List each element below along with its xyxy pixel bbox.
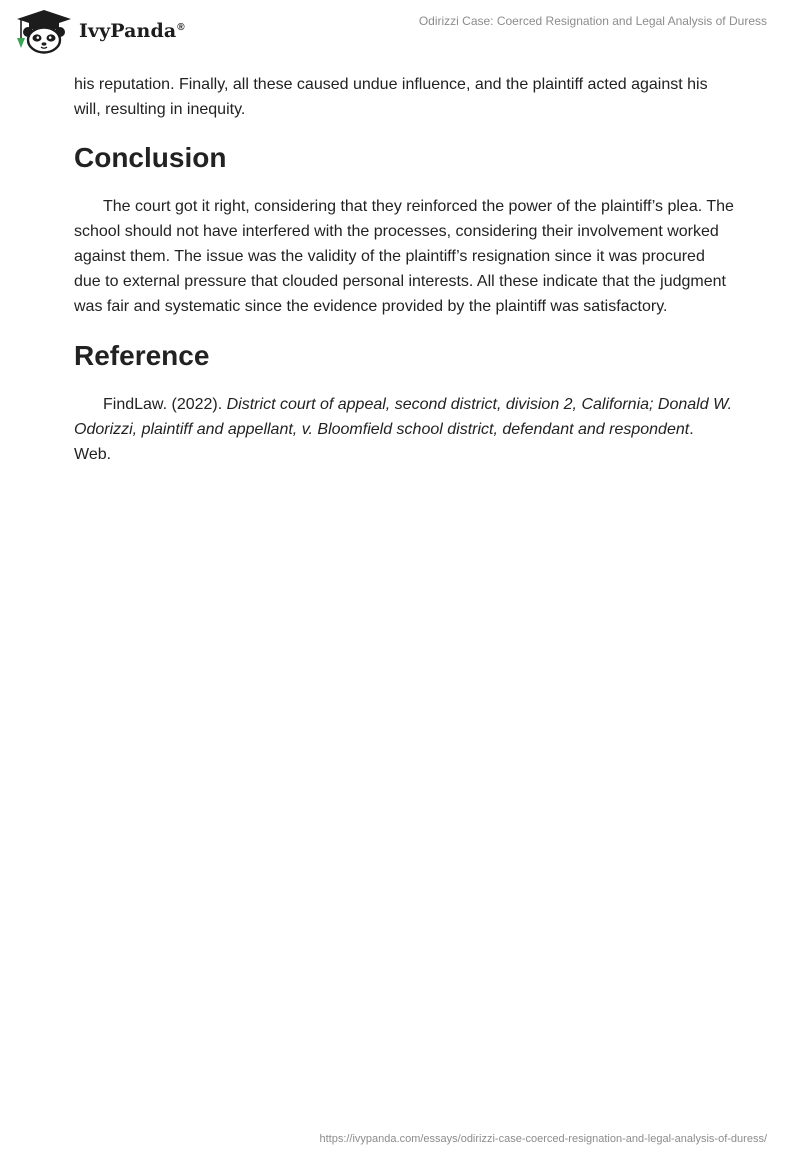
reference-entry [74,392,734,467]
intro-paragraph: his reputation. Finally, all these caused undue influence, and the plaintiff acted against his will, resulting in inequity. [74,76,708,118]
ivypanda-logo[interactable] [15,8,185,54]
conclusion-paragraph: The court got it right, considering that they reinforced the power of the plaintiff’s plea. The school should not have interfered with the processes, considering their involvement worked against them. The issue was the validity of the plaintiff’s resignation since it was procured due to external pressure that clouded personal interests. All these indicate that the judgment was fair and systematic since the evidence provided by the plaintiff was satisfactory. [74,198,734,315]
running-title: Odirizzi Case: Coerced Resignation and Legal Analysis of Duress [418,14,767,28]
essay-content [74,72,734,467]
reference-source: FindLaw. (2022). [103,396,227,413]
reference-heading: Reference [74,340,210,371]
footer-url[interactable]: https://ivypanda.com/essays/odirizzi-case-coerced-resignation-and-legal-analysis-of-duress/ [319,1133,767,1145]
logo-name: IvyPanda [79,20,177,42]
page-header [0,0,800,62]
reference-title: District court of appeal, second district, division 2, California; Donald W. Odorizzi, plaintiff and appellant, v. Bloomfield school district, defendant and respondent [74,396,733,438]
reference-suffix: . Web. [74,421,694,463]
registered-mark: ® [177,21,185,33]
conclusion-heading: Conclusion [74,142,227,173]
logo-wordmark [79,20,185,42]
panda-graduation-cap-icon [15,8,73,54]
